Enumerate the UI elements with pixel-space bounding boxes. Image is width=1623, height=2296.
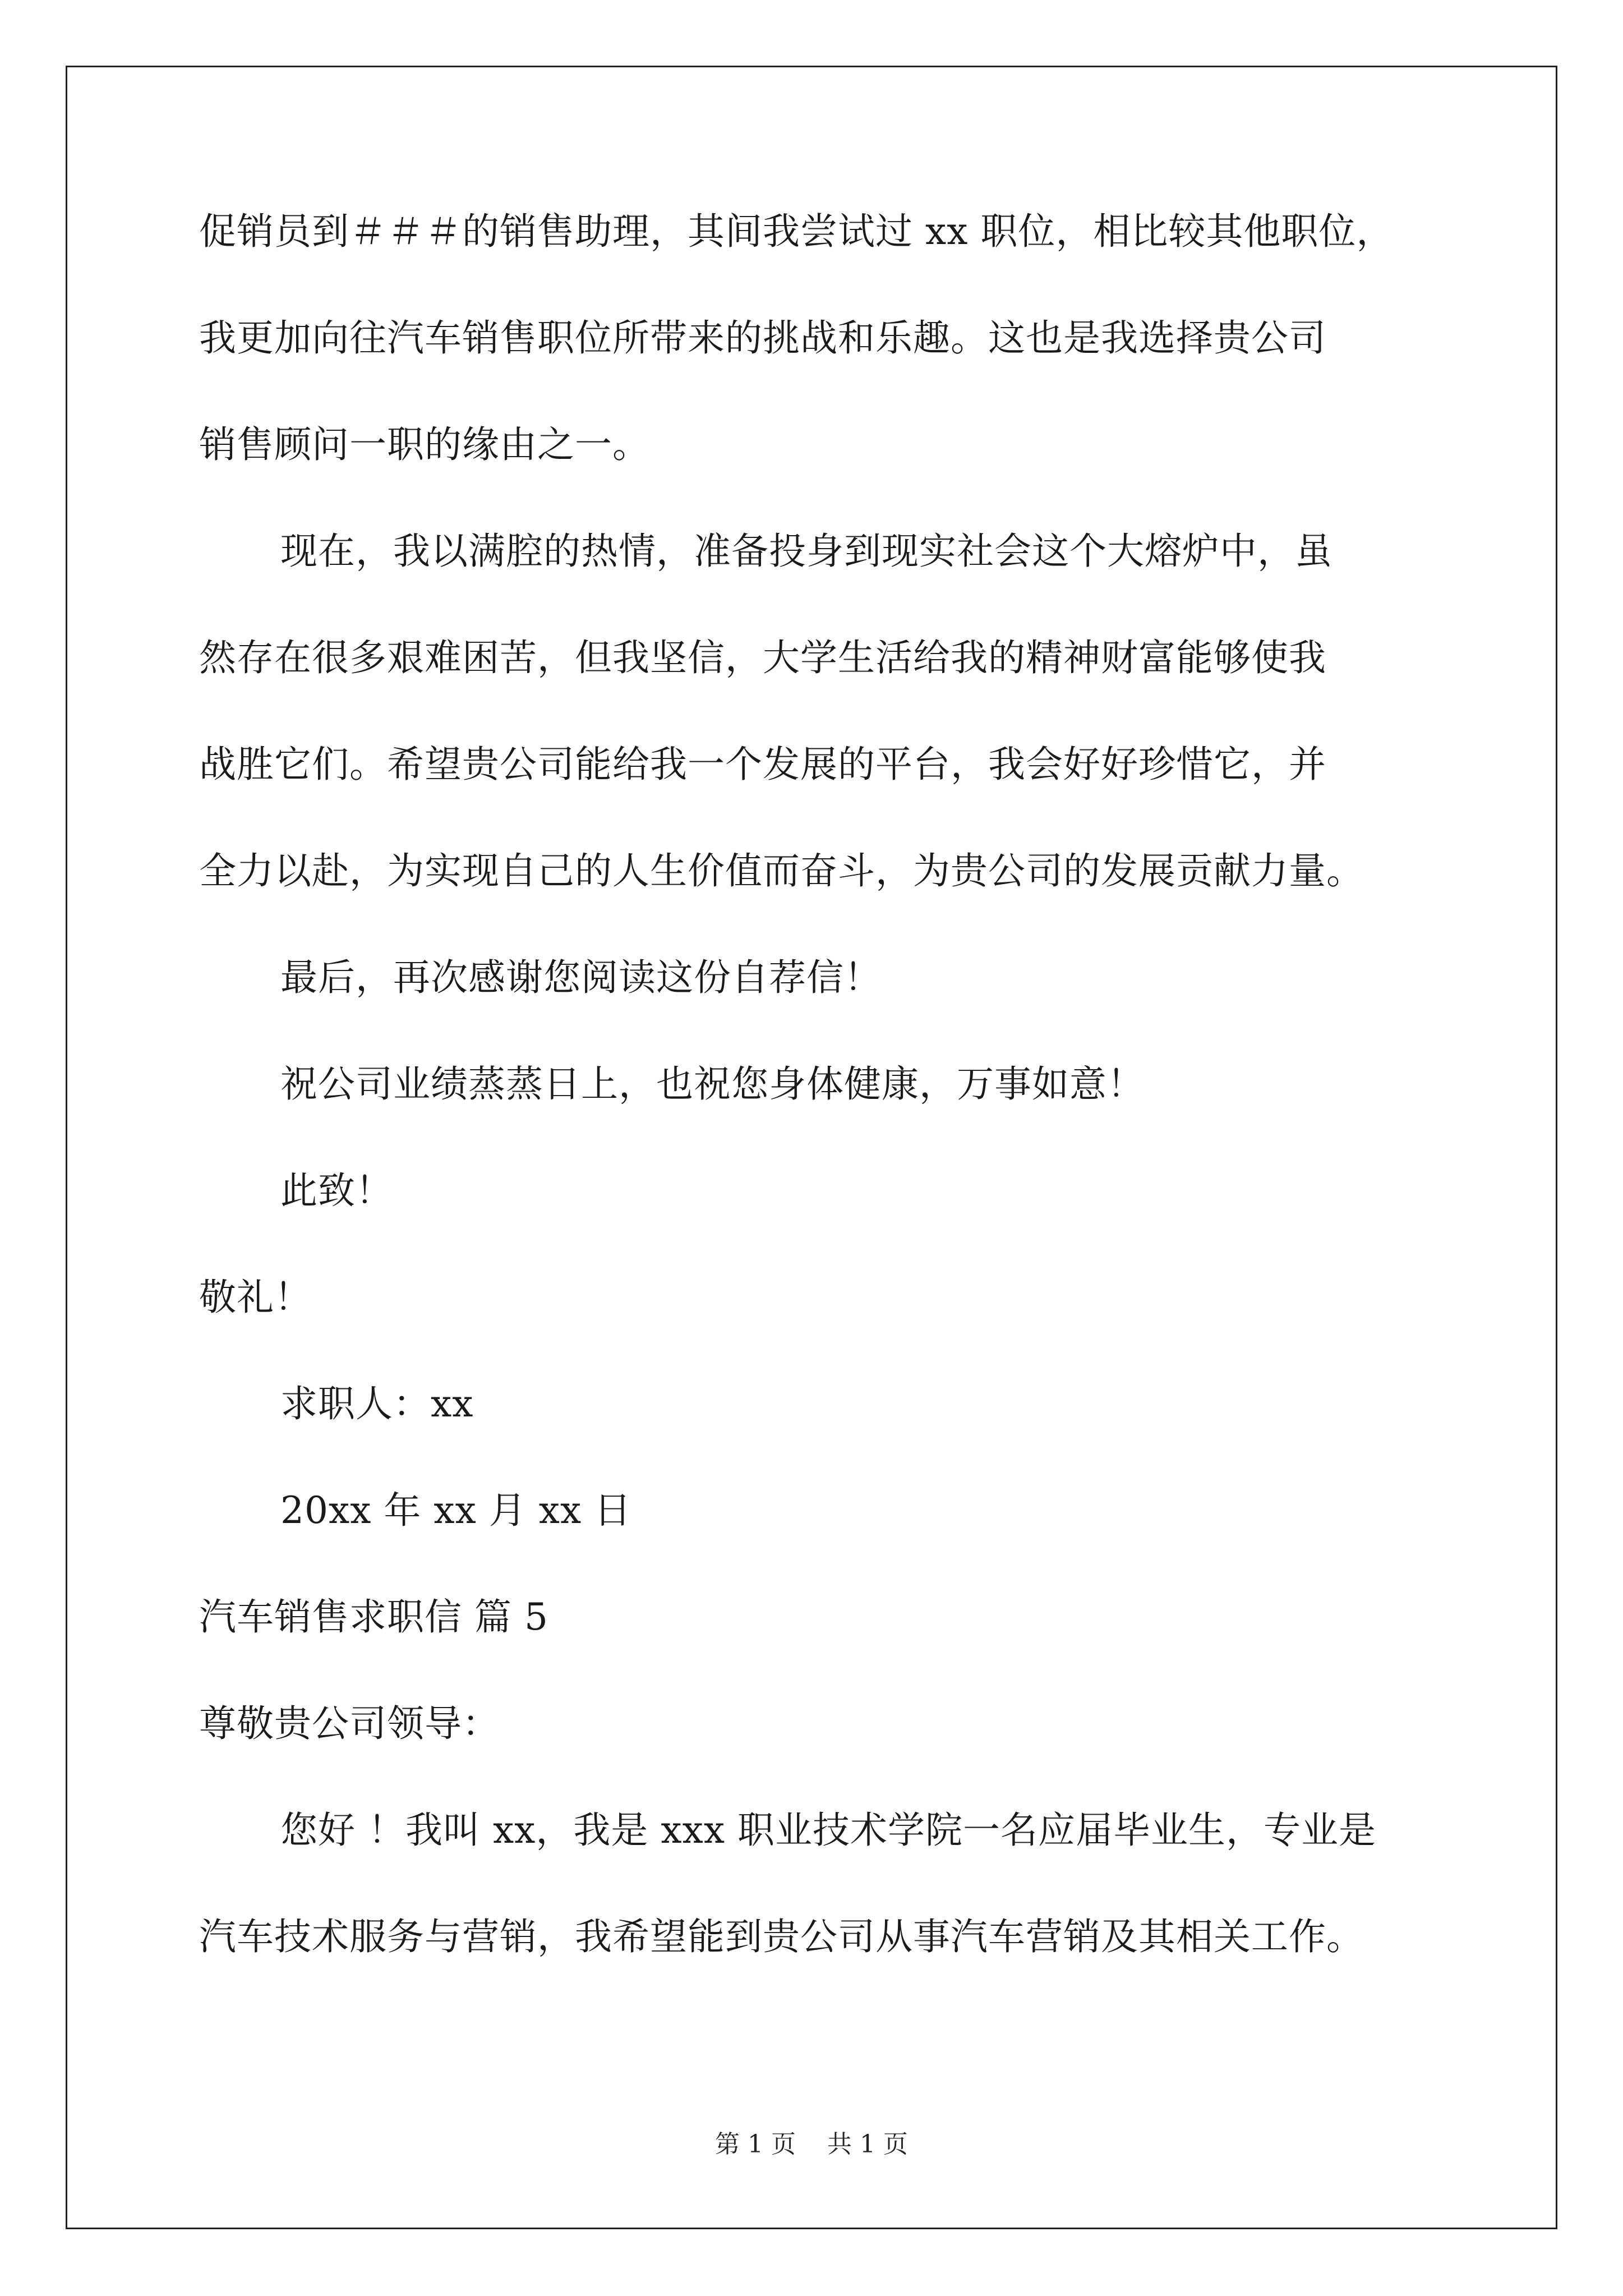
text-line: 最后，再次感谢您阅读这份自荐信！ (280, 956, 882, 999)
salutation: 尊敬贵公司领导： (199, 1702, 500, 1745)
text-line: 战胜它们。希望贵公司能给我一个发展的平台，我会好好珍惜它，并 (199, 743, 1326, 786)
text-line: 求职人：xx (280, 1382, 474, 1425)
text-line: 祝公司业绩蒸蒸日上，也祝您身体健康，万事如意！ (280, 1062, 1145, 1106)
text-line: 现在，我以满腔的热情，准备投身到现实社会这个大熔炉中，虽 (280, 530, 1332, 573)
text-line: 20xx 年 xx 月 xx 日 (280, 1489, 632, 1532)
text-line: 敬礼！ (199, 1276, 312, 1319)
text-line: 您好 ！我叫 xx，我是 xxx 职业技术学院一名应届毕业生，专业是 (280, 1809, 1377, 1852)
text-line: 然存在很多艰难困苦，但我坚信，大学生活给我的精神财富能够使我 (199, 636, 1326, 679)
text-line: 全力以赴，为实现自己的人生价值而奋斗，为贵公司的发展贡献力量。 (199, 849, 1364, 892)
section-heading: 汽车销售求职信 篇 5 (199, 1595, 548, 1639)
page-border (66, 66, 1557, 2229)
text-line: 我更加向往汽车销售职位所带来的挑战和乐趣。这也是我选择贵公司 (199, 316, 1326, 360)
text-line: 促销员到＃＃＃的销售助理，其间我尝试过 xx 职位，相比较其他职位， (199, 210, 1394, 253)
page-footer: 第 1 页 共 1 页 (715, 2130, 908, 2159)
text-line: 销售顾问一职的缘由之一。 (199, 423, 650, 466)
text-line: 汽车技术服务与营销，我希望能到贵公司从事汽车营销及其相关工作。 (199, 1915, 1364, 1958)
text-line: 此致！ (280, 1169, 393, 1212)
